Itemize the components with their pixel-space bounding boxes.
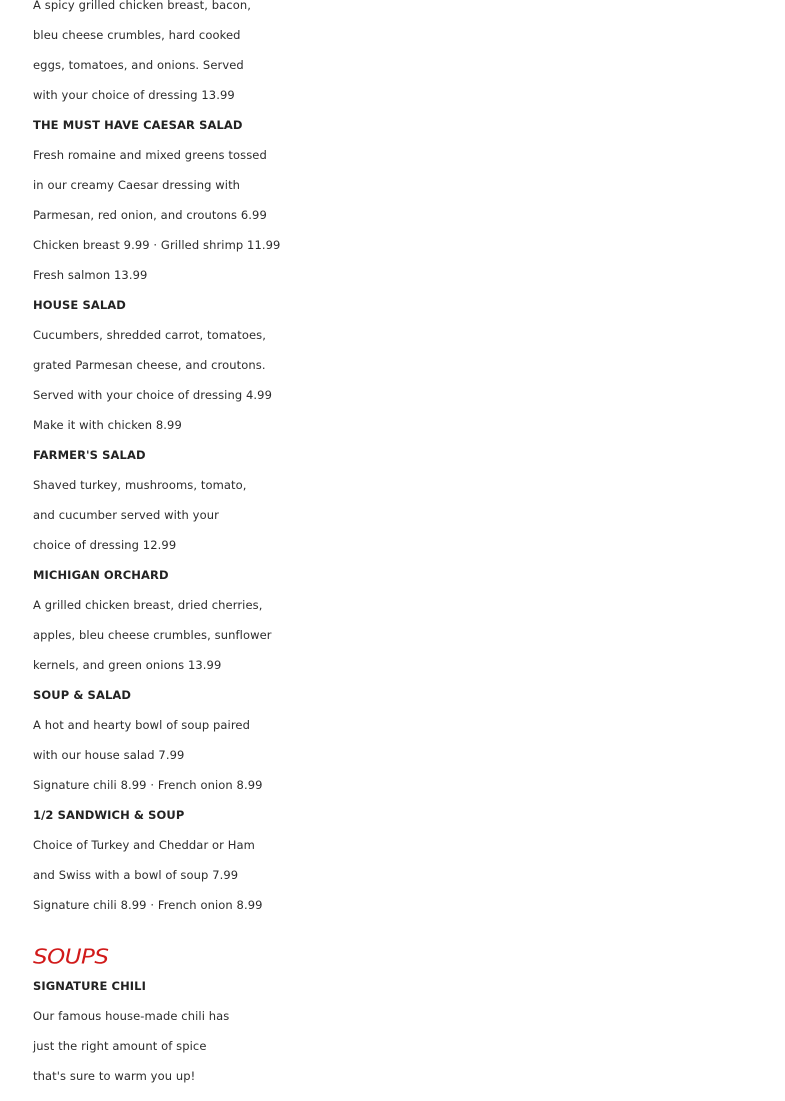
menu-item-description-line: A hot and hearty bowl of soup paired bbox=[33, 718, 251, 732]
menu-item-title: SOUP & SALAD bbox=[33, 688, 132, 702]
menu-item-description-line: eggs, tomatoes, and onions. Served bbox=[33, 58, 244, 72]
menu-item-title: HOUSE SALAD bbox=[33, 298, 126, 312]
menu-item-description-line: Parmesan, red onion, and croutons 6.99 bbox=[33, 208, 267, 222]
menu-item-description-line: in our creamy Caesar dressing with bbox=[33, 178, 241, 192]
menu-item-description-line: Shaved turkey, mushrooms, tomato, bbox=[33, 478, 247, 492]
menu-item-description-line: Chicken breast 9.99 · Grilled shrimp 11.99 bbox=[33, 238, 281, 252]
soups-section-title: SOUPS bbox=[33, 945, 109, 969]
menu-item-description-line: Our famous house-made chili has bbox=[33, 1009, 230, 1023]
menu-item-description-line: with your choice of dressing 13.99 bbox=[33, 88, 235, 102]
menu-item-description-line: grated Parmesan cheese, and croutons. bbox=[33, 358, 266, 372]
menu-item-description-line: that's sure to warm you up! bbox=[33, 1069, 196, 1083]
menu-item-title: 1/2 SANDWICH & SOUP bbox=[33, 808, 185, 822]
menu-item-description-line: Cucumbers, shredded carrot, tomatoes, bbox=[33, 328, 266, 342]
soups-section bbox=[33, 971, 773, 1091]
menu-item-description-line: Served with your choice of dressing 4.99 bbox=[33, 388, 273, 402]
menu-item-description-line: bleu cheese crumbles, hard cooked bbox=[33, 28, 241, 42]
menu-item-description-line: Choice of Turkey and Cheddar or Ham bbox=[33, 838, 255, 852]
menu-item-description-line: Fresh salmon 13.99 bbox=[33, 268, 148, 282]
menu-item-title: SIGNATURE CHILI bbox=[33, 979, 146, 993]
menu-item-title: FARMER'S SALAD bbox=[33, 448, 146, 462]
menu-item-description-line: just the right amount of spice bbox=[33, 1039, 207, 1053]
menu-page bbox=[33, 0, 773, 1091]
menu-item-description-line: Fresh romaine and mixed greens tossed bbox=[33, 148, 267, 162]
menu-item-description-line: A spicy grilled chicken breast, bacon, bbox=[33, 0, 251, 12]
salads-section bbox=[33, 0, 773, 920]
menu-item-description-line: Signature chili 8.99 · French onion 8.99 bbox=[33, 778, 263, 792]
menu-item-description-line: A grilled chicken breast, dried cherries, bbox=[33, 598, 263, 612]
menu-item-description-line: choice of dressing 12.99 bbox=[33, 538, 177, 552]
menu-item-description-line: with our house salad 7.99 bbox=[33, 748, 185, 762]
menu-item-description-line: Make it with chicken 8.99 bbox=[33, 418, 182, 432]
menu-item-title: THE MUST HAVE CAESAR SALAD bbox=[33, 118, 243, 132]
menu-item-title: MICHIGAN ORCHARD bbox=[33, 568, 169, 582]
menu-item-description-line: Signature chili 8.99 · French onion 8.99 bbox=[33, 898, 263, 912]
menu-item-description-line: apples, bleu cheese crumbles, sunflower bbox=[33, 628, 272, 642]
menu-item-description-line: kernels, and green onions 13.99 bbox=[33, 658, 222, 672]
menu-item-description-line: and Swiss with a bowl of soup 7.99 bbox=[33, 868, 239, 882]
menu-item-description-line: and cucumber served with your bbox=[33, 508, 219, 522]
